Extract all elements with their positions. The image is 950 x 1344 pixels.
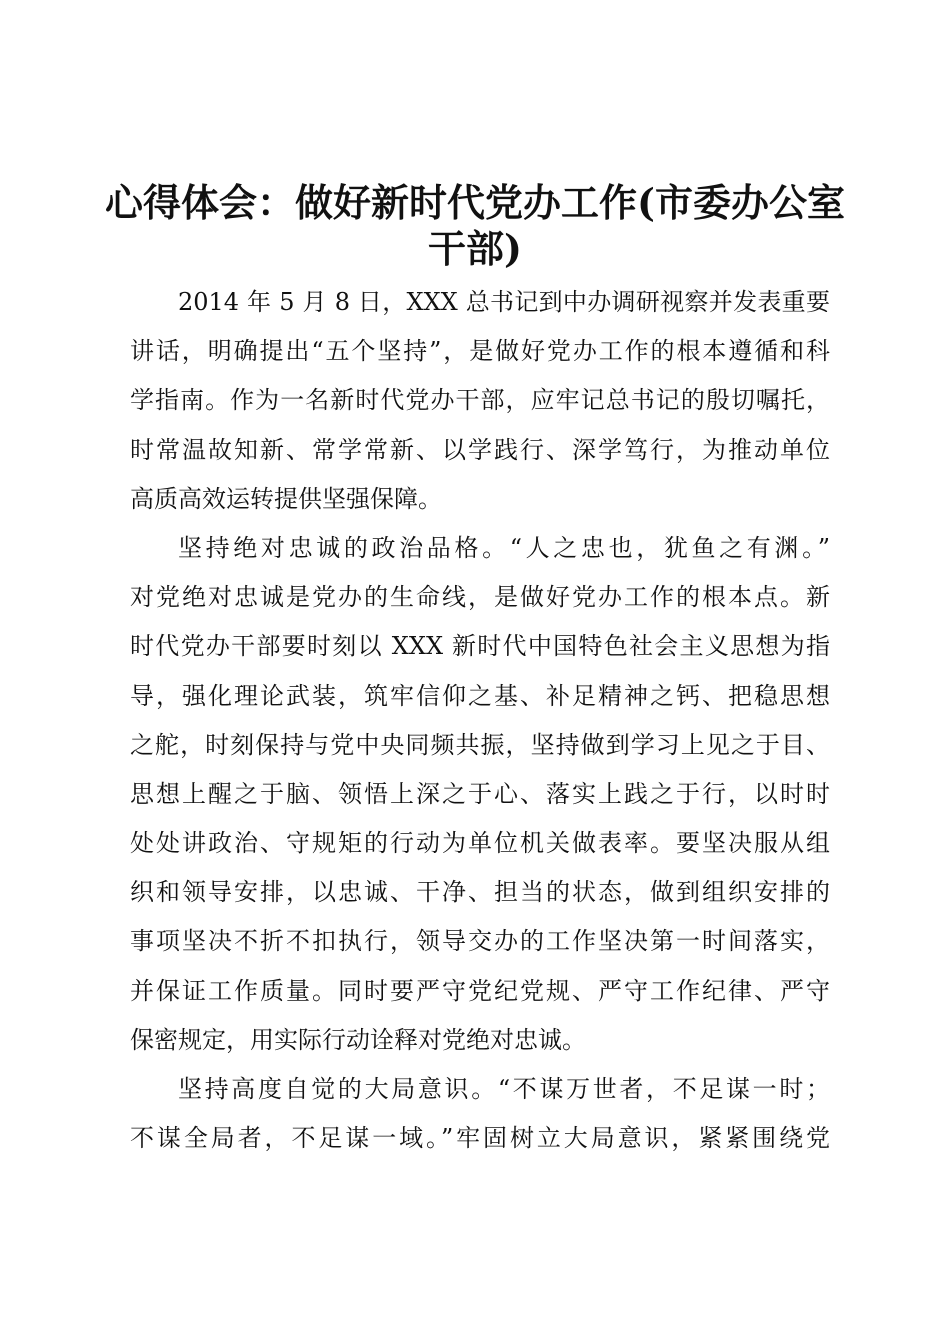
paragraph-line: 织和领导安排，以忠诚、干净、担当的状态，做到组织安排的 bbox=[130, 878, 830, 907]
paragraph-line: 时常温故知新、常学常新、以学践行、深学笃行，为推动单位 bbox=[130, 435, 830, 464]
paragraph-line: 对党绝对忠诚是党办的生命线，是做好党办工作的根本点。新 bbox=[130, 583, 830, 612]
paragraph-line: 时代党办干部要时刻以 XXX 新时代中国特色社会主义思想为指 bbox=[130, 632, 830, 661]
paragraph-line: 处处讲政治、守规矩的行动为单位机关做表率。要坚决服从组 bbox=[130, 829, 830, 858]
paragraph-line: 讲话，明确提出“五个坚持”，是做好党办工作的根本遵循和科 bbox=[130, 337, 830, 366]
paragraph-line: 坚持高度自觉的大局意识。“不谋万世者，不足谋一时； bbox=[178, 1075, 830, 1103]
paragraph-line: 导，强化理论武装，筑牢信仰之基、补足精神之钙、把稳思想 bbox=[130, 681, 830, 710]
paragraph-line: 之舵，时刻保持与党中央同频共振，坚持做到学习上见之于目、 bbox=[130, 730, 830, 759]
paragraph-line: 并保证工作质量。同时要严守党纪党规、严守工作纪律、严守 bbox=[130, 976, 830, 1005]
paragraph-line: 坚持绝对忠诚的政治品格。“人之忠也，犹鱼之有渊。” bbox=[178, 533, 830, 562]
paragraph-line: 高质高效运转提供坚强保障。 bbox=[130, 484, 442, 513]
paragraph-line: 学指南。作为一名新时代党办干部，应牢记总书记的殷切嘱托， bbox=[130, 386, 830, 415]
paragraph-line: 事项坚决不折不扣执行，领导交办的工作坚决第一时间落实， bbox=[130, 927, 830, 956]
title-line: 心得体会：做好新时代党办工作(市委办公室 bbox=[105, 180, 845, 225]
paragraph-line: 不谋全局者，不足谋一域。”牢固树立大局意识，紧紧围绕党 bbox=[130, 1124, 830, 1153]
paragraph-line: 2014 年 5 月 8 日，XXX 总书记到中办调研视察并发表重要 bbox=[178, 288, 830, 316]
paragraph-line: 思想上醒之于脑、领悟上深之于心、落实上践之于行，以时时 bbox=[130, 779, 830, 808]
document-body bbox=[130, 278, 830, 1163]
document-title bbox=[100, 180, 850, 272]
paragraph-line: 保密规定，用实际行动诠释对党绝对忠诚。 bbox=[130, 1025, 586, 1054]
title-line: 干部) bbox=[428, 226, 522, 271]
